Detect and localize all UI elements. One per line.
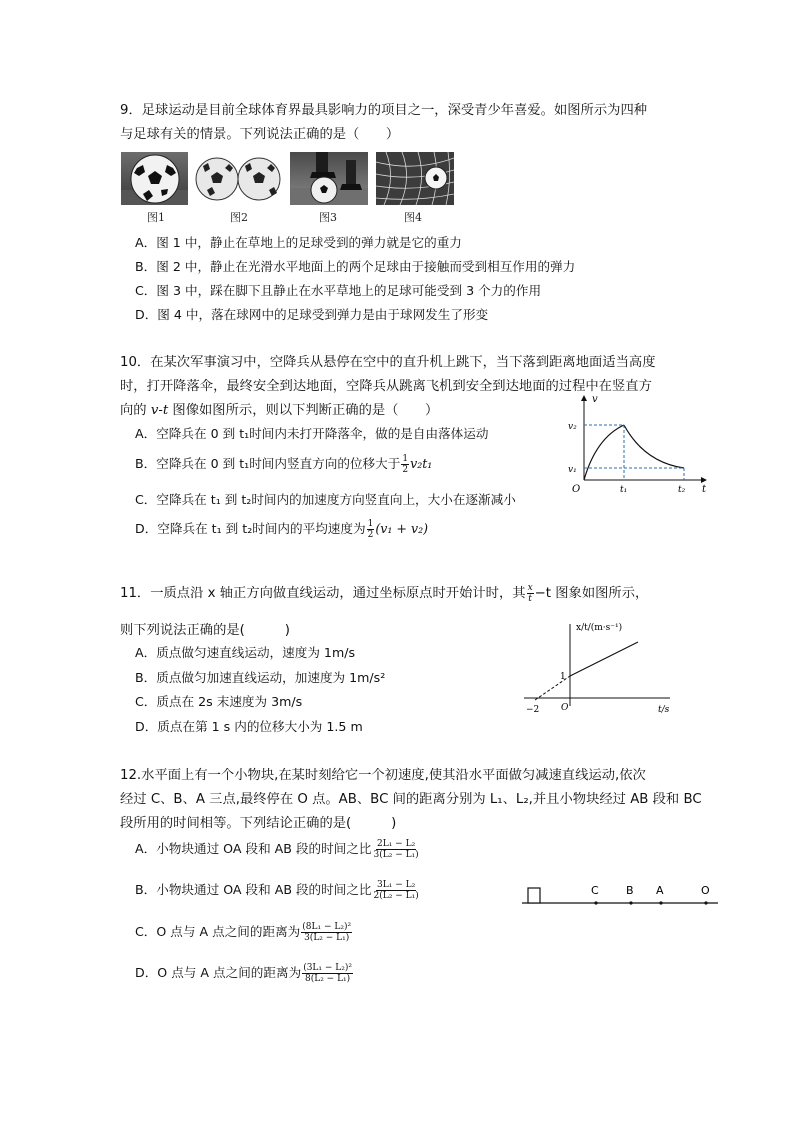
q12-option-d: D．O 点与 A 点之间的距离为 $\frac{\text{(3L₁ − L₂)²}}{\text{8(L₂ − L₁)}}$	[135, 963, 352, 984]
q10-decel-curve	[624, 425, 684, 468]
q9-stem-line1: 9．足球运动是目前全球体育界最具影响力的项目之一，深受青少年喜爱。如图所示为四种	[120, 103, 648, 118]
q11-option-c: C．质点在 2s 末速度为 3m/s	[135, 694, 303, 709]
q12-stem-line2: 经过 C、B、A 三点,最终停在 O 点。AB、BC 间的距离分别为 L₁、L₂,并且小物块经过 AB 段和 BC	[120, 792, 702, 807]
q11-tick-neg2: −2	[526, 705, 540, 715]
q12-block	[528, 888, 540, 903]
q9-caption-4: 图4	[404, 211, 422, 224]
q9-stem-line2: 与足球有关的情景。下列说法正确的是（ ）	[120, 127, 400, 142]
q11-x-label: t/s	[658, 705, 670, 715]
q12-stem-line3: 段所用的时间相等。下列结论正确的是( )	[120, 816, 397, 831]
ball-in-net-icon	[376, 152, 454, 205]
q11-origin: O	[561, 703, 569, 713]
q11-stem-line1: 11．一质点沿 x 轴正方向做直线运动，通过坐标原点时开始计时，其 $\frac{x}{t}$ −t 图象如图所示，	[120, 582, 649, 604]
q10-option-a: A．空降兵在 0 到 t₁时间内未打开降落伞，做的是自由落体运动	[135, 426, 489, 441]
q9-figure-4	[376, 152, 454, 205]
q9-option-b: B．图 2 中，静止在光滑水平地面上的两个足球由于接触而受到相互作用的弹力	[135, 259, 576, 274]
q12-point-c-dot	[594, 901, 597, 904]
q9-figure-3	[290, 152, 368, 205]
q10-stem-line3: 向的 v-t 图像如图所示，则以下判断正确的是（ ）	[120, 403, 439, 418]
q10-y-label: v	[592, 394, 598, 405]
q12-label-c: C	[591, 884, 599, 897]
q9-figure-1	[121, 152, 188, 205]
q10-t2-label: t₂	[678, 485, 686, 495]
q10-stem-line2: 时，打开降落伞，最终安全到达地面，空降兵从跳离飞机到安全到达地面的过程中在竖直方	[120, 379, 652, 394]
q11-option-d: D．质点在第 1 s 内的位移大小为 1.5 m	[135, 719, 363, 734]
q10-option-c: C．空降兵在 t₁ 到 t₂时间内的加速度方向竖直向上，大小在逐渐减小	[135, 492, 516, 507]
q12-label-a: A	[656, 884, 664, 897]
q11-tick-1: 1	[560, 672, 566, 682]
q12-point-a-dot	[659, 901, 662, 904]
q12-option-b: B．小物块通过 OA 段和 AB 段的时间之比 $\frac{\text{3L₁ − L₂}}{\text{2(L₂ − L₁)}}$	[135, 880, 419, 901]
q9-caption-1: 图1	[147, 211, 165, 224]
q12-track-diagram	[518, 878, 724, 914]
q9-figure-2	[195, 152, 282, 205]
q9-option-c: C．图 3 中，踩在脚下且静止在水平草地上的足球可能受到 3 个力的作用	[135, 283, 542, 298]
q10-origin: O	[572, 484, 581, 495]
q11-y-label: x/t/(m·s⁻¹)	[576, 623, 623, 633]
q11-stem-line2: 则下列说法正确的是( )	[120, 623, 290, 638]
q12-point-o-dot	[704, 901, 707, 904]
q9-caption-2: 图2	[230, 211, 248, 224]
foot-on-ball-icon	[290, 152, 368, 205]
q10-option-d: D．空降兵在 t₁ 到 t₂时间内的平均速度为 $\frac{1}{2}$ (v₁ + v₂)	[135, 519, 429, 540]
soccer-ball-icon	[121, 152, 188, 205]
q10-accel-curve	[584, 425, 624, 480]
q12-point-b-dot	[629, 901, 632, 904]
q11-xt-graph	[520, 616, 680, 716]
q12-stem-line1: 12.水平面上有一个小物块,在某时刻给它一个初速度,使其沿水平面做匀减速直线运动,依次	[120, 768, 646, 783]
q9-option-d: D．图 4 中，落在球网中的足球受到弹力是由于球网发生了形变	[135, 307, 489, 322]
q11-option-a: A．质点做匀速直线运动，速度为 1m/s	[135, 645, 356, 660]
q10-v1-label: v₁	[568, 465, 577, 475]
q12-option-c: C．O 点与 A 点之间的距离为 $\frac{\text{(8L₁ − L₂)²}}{\text{3(L₂ − L₁)}}$	[135, 922, 352, 943]
q11-data-line	[570, 642, 638, 676]
q9-option-a: A．图 1 中，静止在草地上的足球受到的弹力就是它的重力	[135, 235, 462, 250]
q12-option-a: A．小物块通过 OA 段和 AB 段的时间之比 $\frac{\text{2L₁ − L₂}}{\text{3(L₂ − L₁)}}$	[135, 839, 419, 860]
q12-label-o: O	[701, 884, 710, 897]
q11-option-b: B．质点做匀加速直线运动，加速度为 1m/s²	[135, 670, 386, 685]
two-soccer-balls-icon	[195, 152, 282, 205]
q10-vt-graph	[562, 392, 712, 498]
q10-x-label: t	[702, 484, 707, 495]
q10-option-b: B．空降兵在 0 到 t₁时间内竖直方向的位移大于 $\frac{1}{2}$ v₂t₁	[135, 454, 433, 475]
q10-t1-label: t₁	[620, 485, 628, 495]
q10-v2-label: v₂	[568, 422, 577, 432]
q12-label-b: B	[626, 884, 634, 897]
q10-stem-line1: 10．在某次军事演习中，空降兵从悬停在空中的直升机上跳下，当下落到距离地面适当高度	[120, 355, 656, 370]
q9-caption-3: 图3	[319, 211, 337, 224]
